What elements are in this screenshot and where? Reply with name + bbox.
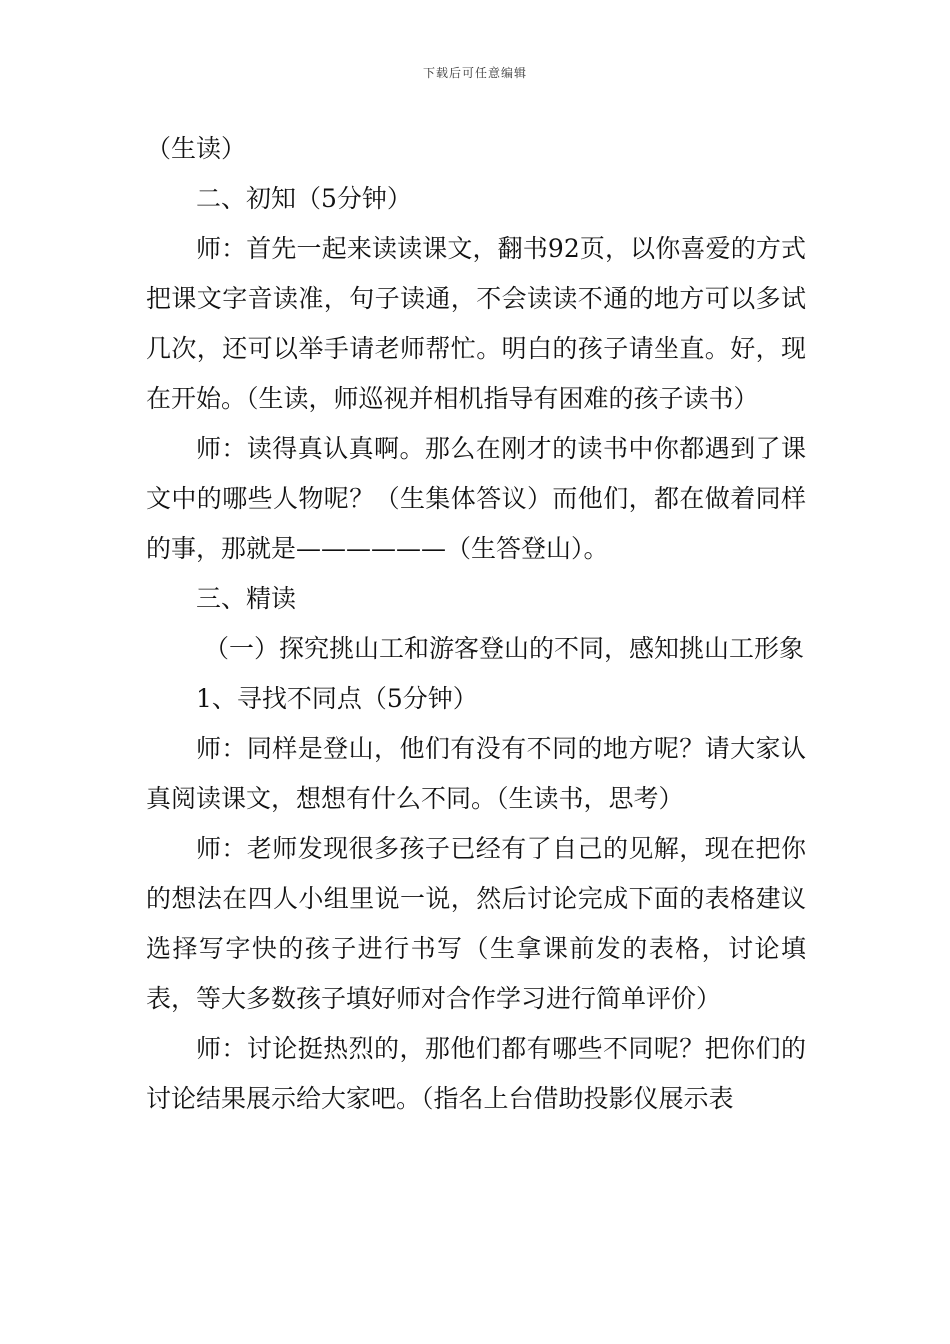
paragraph-student-reads: （生读） <box>146 134 247 163</box>
page-header: 下载后可任意编辑 <box>422 66 527 80</box>
document-body <box>146 124 806 1124</box>
paragraph-group-discussion: 师：老师发现很多孩子已经有了自己的见解，现在把你的想法在四人小组里说一说，然后讨论完成下面的表格建议选择写字快的孩子进行书写（生拿课前发的表格，讨论填表，等大多数孩子填好师对合作学习进行简单评价） <box>146 834 806 1013</box>
paragraph-teacher-instructions: 师：首先一起来读读课文，翻书92页，以你喜爱的方式把课文字音读准，句子读通，不会读读不通的地方可以多试几次，还可以举手请老师帮忙。明白的孩子请坐直。好，现在开始。（生读，师巡视并相机指导有困难的孩子读书） <box>146 234 806 413</box>
subsection-heading-explore: （一）探究挑山工和游客登山的不同，感知挑山工形象 <box>204 634 805 663</box>
section-heading-close-reading: 三、精读 <box>196 584 297 613</box>
paragraph-show-results: 师：讨论挺热烈的，那他们都有哪些不同呢？把你们的讨论结果展示给大家吧。（指名上台借助投影仪展示表 <box>146 1034 806 1113</box>
step-heading-find-differences: 1、寻找不同点（5分钟） <box>196 684 478 713</box>
paragraph-teacher-differences: 师：同样是登山，他们有没有不同的地方呢？请大家认真阅读课文，想想有什么不同。（生读书，思考） <box>146 734 806 813</box>
section-heading-first-reading: 二、初知（5分钟） <box>196 184 412 213</box>
paragraph-teacher-question: 师：读得真认真啊。那么在刚才的读书中你都遇到了课文中的哪些人物呢？（生集体答议）而他们，都在做着同样的事，那就是——————（生答登山）。 <box>146 434 806 563</box>
